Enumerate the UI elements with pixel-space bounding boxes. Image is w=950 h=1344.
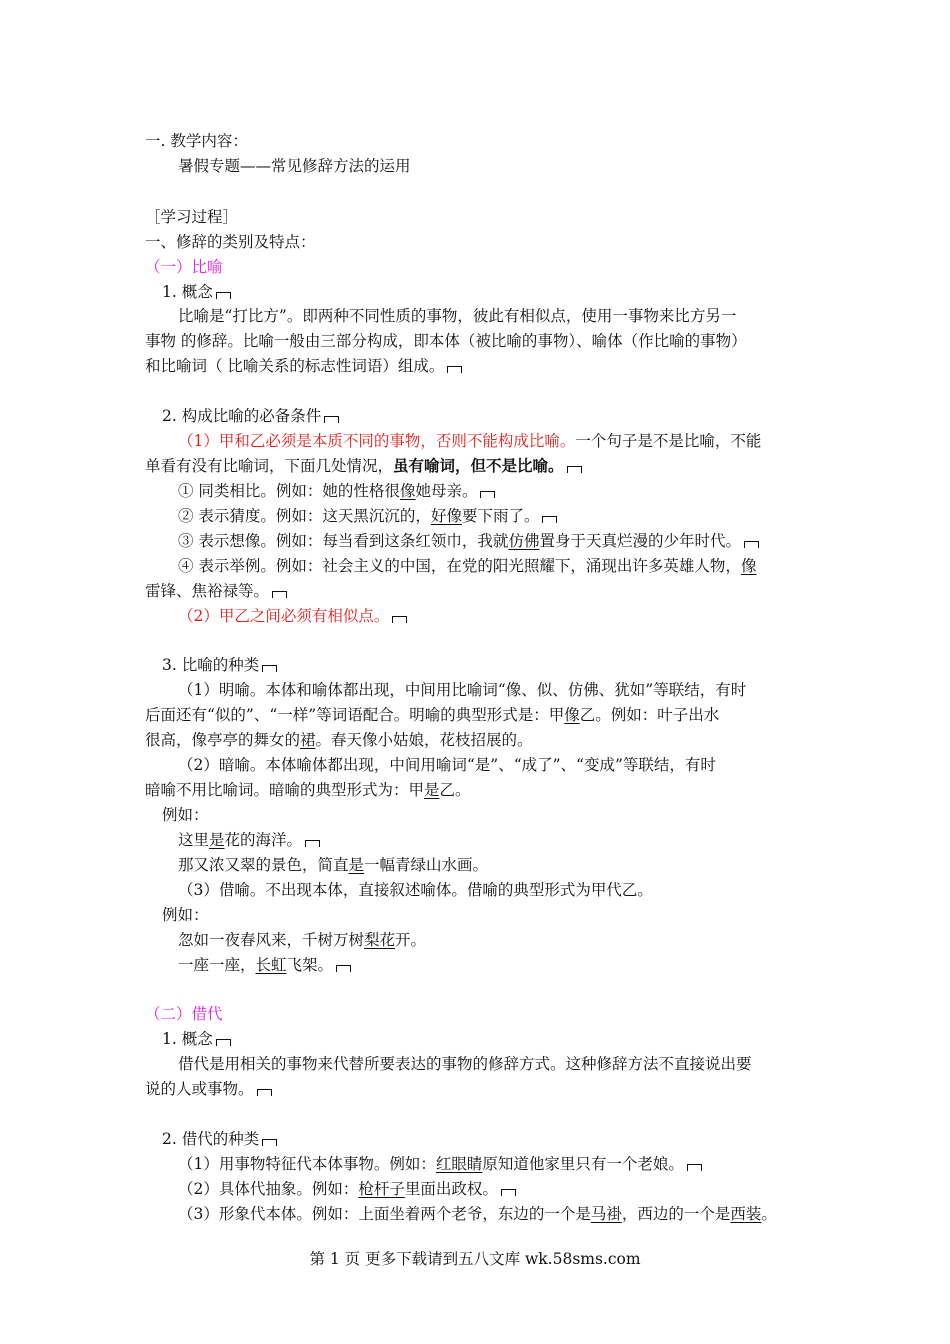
- underlined-word: 枪杆子: [358, 1180, 405, 1198]
- text-line: 和比喻词（ 比喻关系的标志性词语）组成。: [145, 357, 445, 375]
- text-line: 一. 教学内容：: [145, 132, 248, 150]
- text-line: （3）借喻。不出现本体，直接叙述喻体。借喻的典型形式为甲代乙。: [178, 881, 653, 899]
- paragraph-line: [178, 679, 746, 701]
- text-line: 后面还有“似的”、“一样”等词语配合。明喻的典型形式是：甲: [145, 706, 565, 724]
- text-line: 比喻是“打比方”。即两种不同性质的事物，彼此有相似点，使用一事物来比方另一: [178, 307, 737, 325]
- text-line: 开。: [395, 931, 427, 949]
- highlight-text: （1）甲和乙必须是本质不同的事物，否则不能构成比喻。: [178, 432, 576, 450]
- paragraph-line: [145, 455, 582, 477]
- underlined-word: 像: [564, 706, 580, 724]
- text-line: 1. 概念: [162, 283, 213, 301]
- underlined-word: 是: [209, 831, 225, 849]
- text-line: 。: [761, 1205, 777, 1223]
- underlined-word: 是: [348, 856, 365, 874]
- text-line: 乙。例如：叶子出水: [579, 706, 720, 724]
- section-heading: [145, 130, 248, 152]
- text-line: 一、修辞的类别及特点：: [145, 233, 316, 251]
- underlined-word: 像: [399, 482, 416, 500]
- text-line: 。春天像小姑娘，花枝招展的。: [315, 731, 533, 749]
- underlined-word: 仿佛: [508, 532, 540, 550]
- paragraph-line: [162, 904, 209, 926]
- paragraph-line: [178, 605, 407, 627]
- paragraph-line: [178, 879, 653, 901]
- text-line: 例如：: [162, 906, 209, 924]
- subsection-heading: [145, 256, 223, 278]
- paragraph-mark-icon: [567, 466, 582, 473]
- bold-text: 虽有喻词，但不是比喻。: [393, 456, 564, 475]
- example-line: [178, 555, 756, 577]
- text-line: ④ 表示举例。例如：社会主义的中国，在党的阳光照耀下，涌现出许多英雄人物，: [178, 557, 741, 575]
- paragraph-mark-icon: [336, 965, 351, 972]
- learning-process-heading: [145, 206, 238, 228]
- underlined-word: 像: [740, 557, 757, 575]
- text-line: （一）比喻: [145, 258, 223, 276]
- underlined-word: 马褂: [590, 1205, 622, 1223]
- text-line: （3）形象代本体。例如：上面坐着两个老爷，东边的一个是: [178, 1205, 591, 1223]
- text-line: 例如：: [162, 806, 209, 824]
- text-line: 忽如一夜春风来，千树万树: [178, 931, 365, 949]
- paragraph-line: [145, 355, 462, 377]
- paragraph-line: [145, 1078, 272, 1100]
- text-line: 3. 比喻的种类: [162, 656, 260, 674]
- paragraph-mark-icon: [305, 840, 320, 847]
- text-line: ［学习过程］: [145, 208, 239, 226]
- text-line: （1）用事物特征代本体事物。例如：: [178, 1155, 436, 1173]
- text-line: ① 同类相比。例如：她的性格很: [178, 482, 400, 500]
- example-line: [178, 854, 488, 876]
- text-line: 2. 构成比喻的必备条件: [162, 407, 322, 425]
- text-line: 2. 借代的种类: [162, 1130, 260, 1148]
- text-line: 要下雨了。: [461, 507, 540, 525]
- underlined-word: 长虹: [255, 956, 287, 974]
- text-line: ，西边的一个是: [621, 1205, 731, 1223]
- paragraph-line: [178, 1053, 752, 1075]
- text-line: 很高，像亭亭的舞女的: [145, 731, 301, 749]
- text-line: 暑假专题——常见修辞方法的运用: [178, 157, 411, 175]
- item-heading: [162, 1128, 277, 1150]
- text-line: 一幅青绿山水画。: [364, 856, 489, 874]
- text-line: 置身于天真烂漫的少年时代。: [539, 532, 741, 550]
- text-line: 花的海洋。: [224, 831, 303, 849]
- paragraph-mark-icon: [272, 591, 287, 598]
- paragraph-mark-icon: [262, 665, 277, 672]
- paragraph-mark-icon: [447, 366, 462, 373]
- item-heading: [162, 1028, 231, 1050]
- underlined-word: 好像: [430, 507, 462, 525]
- text-line: 那又浓又翠的景色，简直: [178, 856, 349, 874]
- text-line: （1）明喻。本体和喻体都出现，中间用比喻词“像、似、仿佛、犹如”等联结，有时: [178, 681, 747, 699]
- section-heading: [145, 231, 316, 253]
- example-line: [178, 530, 759, 552]
- example-line: [178, 929, 426, 951]
- text-line: 乙。: [439, 781, 471, 799]
- subsection-heading: [145, 1003, 223, 1025]
- paragraph-mark-icon: [480, 491, 495, 498]
- text-line: 说的人或事物。: [145, 1080, 254, 1098]
- paragraph-mark-icon: [392, 616, 407, 623]
- paragraph-line: [178, 305, 736, 327]
- text-line: 飞架。: [286, 956, 334, 974]
- example-line: [178, 1178, 516, 1200]
- paragraph-line: [145, 779, 471, 801]
- example-line: [178, 505, 557, 527]
- paragraph-mark-icon: [542, 516, 557, 523]
- example-line: [178, 829, 320, 851]
- paragraph-mark-icon: [324, 416, 339, 423]
- paragraph-mark-icon: [216, 292, 231, 299]
- text-line: ② 表示猜度。例如：这天黑沉沉的，: [178, 507, 431, 525]
- underlined-word: 西装: [730, 1205, 762, 1223]
- underlined-word: 梨花: [364, 931, 396, 949]
- paragraph-line: [145, 704, 719, 726]
- paragraph-line: [145, 330, 747, 352]
- paragraph-mark-icon: [687, 1164, 702, 1171]
- page-footer: [0, 1248, 950, 1270]
- paragraph-line: [162, 804, 209, 826]
- example-line: [178, 1203, 777, 1225]
- paragraph-mark-icon: [216, 1039, 231, 1046]
- topic-title: [178, 155, 411, 177]
- text-line: 原知道他家里只有一个老娘。: [482, 1155, 684, 1173]
- highlight-text: （2）甲乙之间必须有相似点。: [178, 607, 390, 625]
- text-line: 单看有没有比喻词，下面几处情况，: [145, 457, 394, 475]
- example-line: [178, 1153, 702, 1175]
- paragraph-line: [178, 430, 761, 452]
- text-line: 借代是用相关的事物来代替所要表达的事物的修辞方式。这种修辞方法不直接说出要: [178, 1055, 752, 1073]
- text-line: 她母亲。: [415, 482, 478, 500]
- example-line: [178, 480, 495, 502]
- text-line: （二）借代: [145, 1005, 223, 1023]
- paragraph-line: [178, 754, 716, 776]
- text-line: 暗喻不用比喻词。暗喻的典型形式为：甲: [145, 781, 425, 799]
- example-line: [178, 954, 351, 976]
- text-line: 一个句子是不是比喻，不能: [575, 432, 762, 450]
- paragraph-mark-icon: [744, 541, 759, 548]
- text-line: 事物 的修辞。比喻一般由三部分构成，即本体（被比喻的事物）、喻体（作比喻的事物）: [145, 332, 747, 350]
- text-line: 里面出政权。: [404, 1180, 498, 1198]
- paragraph-line: [145, 729, 533, 751]
- underlined-word: 是: [424, 781, 440, 799]
- text-line: （2）暗喻。本体喻体都出现，中间用喻词“是”、“成了”、“变成”等联结，有时: [178, 756, 716, 774]
- paragraph-mark-icon: [262, 1139, 277, 1146]
- text-line: ③ 表示想像。例如：每当看到这条红领巾，我就: [178, 532, 509, 550]
- paragraph-mark-icon: [257, 1089, 272, 1096]
- text-line: 这里: [178, 831, 210, 849]
- item-heading: [162, 654, 277, 676]
- text-line: 雷锋、焦裕禄等。: [145, 582, 270, 600]
- text-line: （2）具体代抽象。例如：: [178, 1180, 359, 1198]
- underlined-word: 红眼睛: [435, 1155, 483, 1173]
- paragraph-mark-icon: [501, 1189, 516, 1196]
- item-heading: [162, 281, 231, 303]
- example-line: [145, 580, 287, 602]
- item-heading: [162, 405, 339, 427]
- text-line: 1. 概念: [162, 1030, 213, 1048]
- text-line: 一座一座，: [178, 956, 256, 974]
- underlined-word: 裙: [300, 731, 316, 749]
- footer-text: 第 1 页 更多下载请到五八文库 wk.58sms.com: [309, 1250, 641, 1268]
